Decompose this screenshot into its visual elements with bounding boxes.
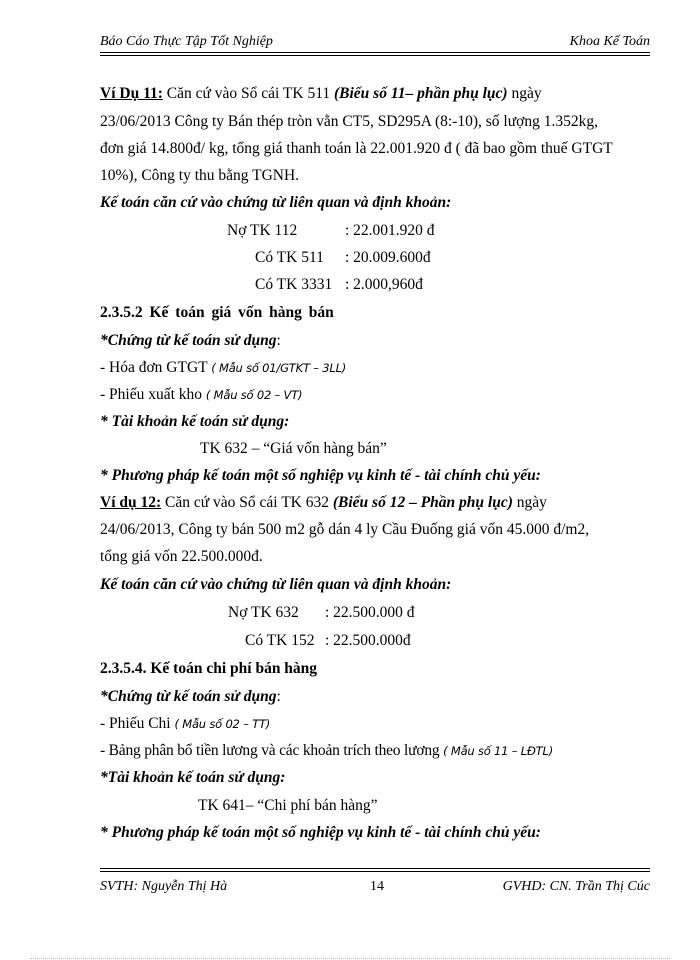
header-rule <box>100 52 650 53</box>
document-item-form-note: ( Mẫu số 11 – LĐTL) <box>443 744 553 758</box>
example-12-label: Ví dụ 12: <box>100 494 162 511</box>
page-header <box>100 34 650 50</box>
account-641: TK 641– “Chi phí bán hàng” <box>198 797 378 814</box>
example-11-line-4: 10%), Công ty thu bằng TGNH. <box>100 167 300 184</box>
footer-rule-thin <box>100 871 650 872</box>
entry-1-vat-amount: : 2.000,960đ <box>345 276 423 293</box>
example-11-reference: (Biểu số 11– phần phụ lục) <box>334 85 508 102</box>
document-item-vat-invoice <box>100 358 346 378</box>
accounts-used-heading-1: * Tài khoản kế toán sử dụng: <box>100 413 290 430</box>
example-11-text: Căn cứ vào Sổ cái TK 511 <box>162 85 334 102</box>
documents-used-label-1: *Chứng từ kế toán sử dụng <box>100 332 277 349</box>
entry-2-credit-amount: : 22.500.000đ <box>325 632 411 649</box>
example-11-label: Ví Dụ 11: <box>100 85 163 102</box>
page-footer <box>100 879 650 895</box>
example-11-basis: Kế toán căn cứ vào chứng từ liên quan và định khoản: <box>100 194 452 211</box>
footer-rule <box>100 868 650 869</box>
document-item-payment-voucher <box>100 714 270 734</box>
example-12-date-label: ngày <box>512 494 547 511</box>
example-12-line-2: 24/06/2013, Công ty bán 500 m2 gỗ dán 4 ly Cầu Đuống giá vốn 45.000 đ/m2, <box>100 521 590 538</box>
entry-1-debit-account: Nợ TK 112 <box>227 222 298 239</box>
document-item-form-note: ( Mẫu số 01/GTKT – 3LL) <box>211 361 347 375</box>
documents-used-heading-2 <box>100 687 281 707</box>
example-12-text: Căn cứ vào Sổ cái TK 632 <box>161 494 333 511</box>
example-11-line-1 <box>100 84 542 104</box>
footer-student: SVTH: Nguyễn Thị Hà <box>100 879 228 894</box>
method-heading-1: * Phương pháp kế toán một số nghiệp vụ kinh tế - tài chính chủ yếu: <box>100 467 541 484</box>
footer-supervisor: GVHD: CN. Trần Thị Cúc <box>502 879 650 894</box>
entry-2-debit-amount: : 22.500.000 đ <box>325 604 415 621</box>
document-item-text: - Bảng phân bổ tiền lương và các khoản trích theo lương <box>100 742 444 759</box>
example-12-basis: Kế toán căn cứ vào chứng từ liên quan và định khoản: <box>100 576 452 593</box>
page-number: 14 <box>370 879 384 894</box>
entry-2-debit-account: Nợ TK 632 <box>228 604 299 621</box>
document-item-text: - Hóa đơn GTGT <box>100 359 212 376</box>
documents-used-colon-2: : <box>276 688 281 705</box>
documents-used-label-2: *Chứng từ kế toán sử dụng <box>100 688 277 705</box>
document-item-text: - Phiếu Chi <box>100 715 175 732</box>
document-item-form-note: ( Mẫu số 02 – VT) <box>205 388 303 402</box>
header-department: Khoa Kế Toán <box>569 34 650 49</box>
documents-used-colon-1: : <box>276 332 281 349</box>
document-item-form-note: ( Mẫu số 02 – TT) <box>174 717 271 731</box>
example-11-line-2: 23/06/2013 Công ty Bán thép tròn vằn CT5, SD295A (8:-10), số lượng 1.352kg, <box>100 113 598 130</box>
documents-used-heading-1 <box>100 331 281 351</box>
page-bottom-border <box>30 958 670 959</box>
example-12-line-3: tổng giá vốn 22.500.000đ. <box>100 548 263 565</box>
example-11-line-3: đơn giá 14.800đ/ kg, tổng giá thanh toán là 22.001.920 đ ( đã bao gồm thuế GTGT <box>100 140 613 157</box>
entry-1-credit-amount: : 20.009.600đ <box>345 249 431 266</box>
entry-1-credit-account: Có TK 511 <box>255 249 324 266</box>
entry-1-debit-amount: : 22.001.920 đ <box>345 222 435 239</box>
example-11-date-label: ngày <box>507 85 542 102</box>
header-rule-thin <box>100 55 650 56</box>
document-item-text: - Phiếu xuất kho <box>100 386 206 403</box>
entry-1-vat-account: Có TK 3331 <box>255 276 333 293</box>
entry-2-credit-account: Có TK 152 <box>245 632 315 649</box>
document-item-delivery-note <box>100 385 302 405</box>
header-title: Báo Cáo Thực Tập Tốt Nghiệp <box>100 34 273 49</box>
section-2352-heading: 2.3.5.2 Kế toán giá vốn hàng bán <box>100 304 334 321</box>
account-632: TK 632 – “Giá vốn hàng bán” <box>200 440 387 457</box>
document-item-salary-allocation <box>100 741 553 761</box>
example-12-line-1 <box>100 493 547 513</box>
accounts-used-heading-2: *Tài khoản kế toán sử dụng: <box>100 769 286 786</box>
method-heading-2: * Phương pháp kế toán một số nghiệp vụ kinh tế - tài chính chủ yếu: <box>100 824 541 841</box>
section-2354-heading: 2.3.5.4. Kế toán chi phí bán hàng <box>100 660 318 677</box>
example-12-reference: (Biểu số 12 – Phần phụ lục) <box>332 494 513 511</box>
